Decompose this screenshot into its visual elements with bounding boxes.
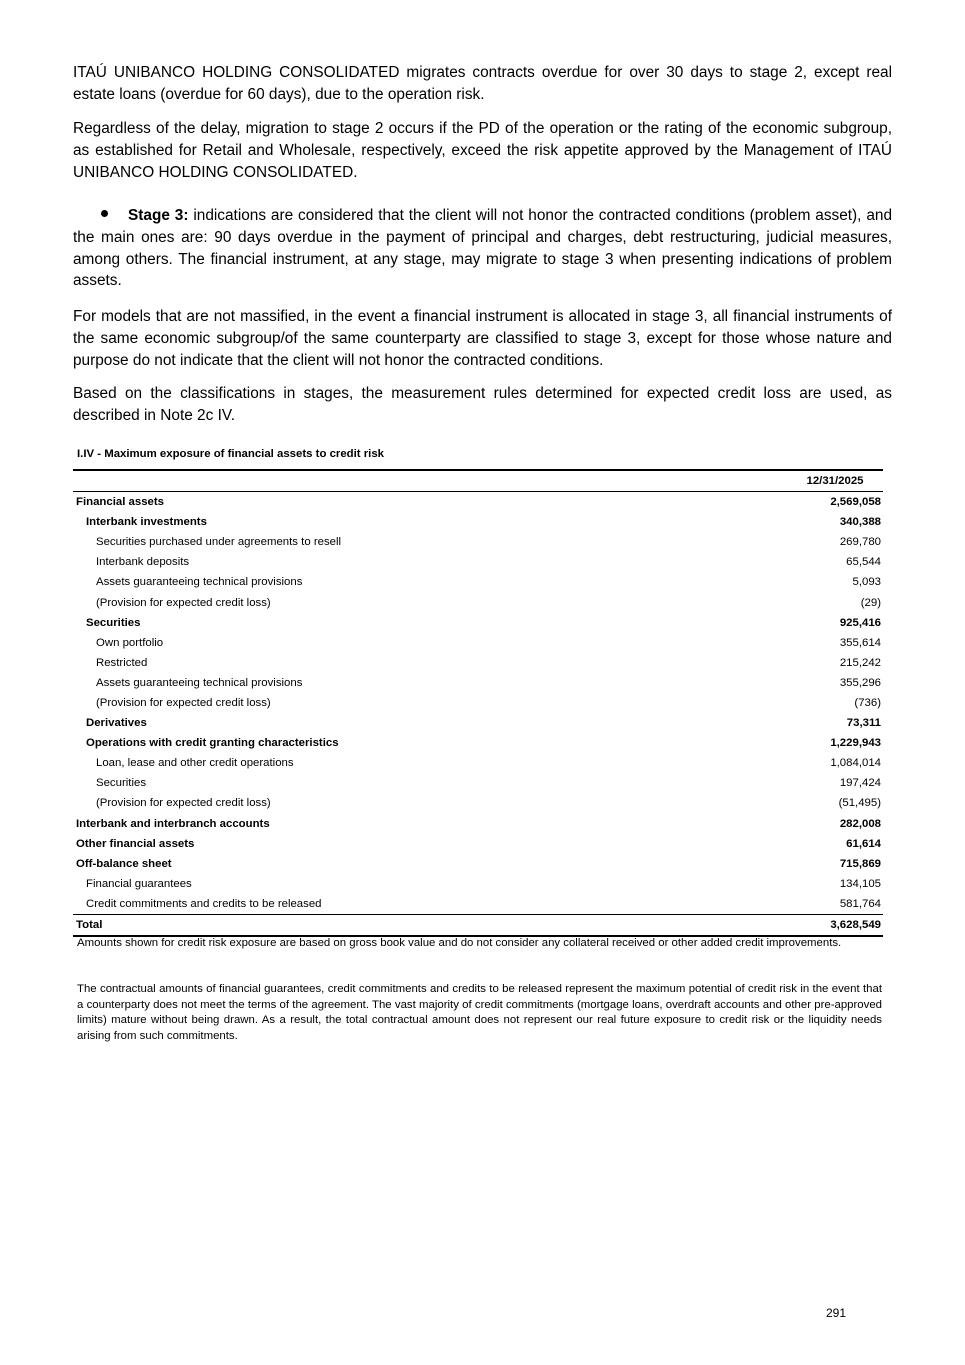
row-value: 1,229,943 [830,737,881,750]
table-row [73,572,883,592]
row-label: Assets guaranteeing technical provisions [96,676,303,689]
paragraph-stage3 [73,205,892,292]
row-label: (Provision for expected credit loss) [96,797,271,810]
bullet-icon [101,210,108,217]
paragraph-stage2-migration: ITAÚ UNIBANCO HOLDING CONSOLIDATED migrates contracts overdue for over 30 days to stage 2, except real estate loans (overdue for 60 days), due to the operation risk. [73,64,892,103]
table-title: I.IV - Maximum exposure of financial assets to credit risk [77,448,385,460]
row-label: (Provision for expected credit loss) [96,696,271,709]
row-label: Own portfolio [96,636,164,649]
row-value: 61,614 [846,837,881,850]
row-value: 2,569,058 [830,496,881,509]
table-body [73,492,883,915]
row-label: Restricted [96,656,148,669]
header-label-cell [73,470,787,492]
row-label: (Provision for expected credit loss) [96,596,271,609]
table-row [73,653,883,673]
row-value: 355,296 [839,676,881,689]
table-row [73,552,883,572]
row-value: 215,242 [839,656,881,669]
row-value: 73,311 [846,717,881,730]
row-label: Operations with credit granting characteristics [86,737,339,750]
table-row [73,592,883,612]
table-row [73,532,883,552]
table-row [73,814,883,834]
row-value: 65,544 [846,556,881,569]
row-value: 282,008 [839,817,881,830]
table-row [73,512,883,532]
column-header-date: 12/31/2025 [787,470,883,492]
row-label: Securities [96,777,147,790]
table-header-row [73,470,883,492]
total-label: Total [73,914,787,936]
paragraph-non-massified-models: For models that are not massified, in the event a financial instrument is allocated in stage 3, all financial instruments of the same economic subgroup/of the same counterparty are classified to stage 3, except for those whose nature and purpose do not indicate that the client will not honor the contracted conditions. [73,308,892,369]
credit-exposure-table [73,469,883,937]
table-row [73,713,883,733]
table-row [73,693,883,713]
table-total-row [73,914,883,936]
row-label: Interbank investments [86,516,207,529]
table-row [73,633,883,653]
stage3-text: indications are considered that the client will not honor the contracted conditions (problem asset), and the main ones are: 90 days overdue in the payment of principal and charges, debt restructuring, judicial measures, among others. The financial instrument, at any stage, may migrate to stage 3 when presenting indications of problem assets. [73,207,892,290]
row-value: 340,388 [839,516,881,529]
row-value: 134,105 [839,877,881,890]
page-number: 291 [826,1306,847,1320]
row-label: Securities [86,616,141,629]
total-value: 3,628,549 [787,914,883,936]
row-label: Interbank deposits [96,556,190,569]
row-value: 197,424 [839,777,881,790]
row-label: Assets guaranteeing technical provisions [96,576,303,589]
row-label: Other financial assets [76,837,195,850]
table-row [73,874,883,894]
row-label: Financial guarantees [86,877,192,890]
stage3-label: Stage 3: [128,207,189,224]
table-row [73,492,883,513]
row-value: 1,084,014 [830,757,881,770]
row-value: (736) [854,696,881,709]
row-value: 269,780 [839,536,881,549]
footnote-gross-book-value: Amounts shown for credit risk exposure are based on gross book value and do not consider any collateral received or other added credit improvements. [77,937,842,949]
paragraph-measurement-rules: Based on the classifications in stages, the measurement rules determined for expected credit loss are used, as described in Note 2c IV. [73,385,892,424]
row-label: Interbank and interbranch accounts [76,817,270,830]
row-label: Financial assets [76,496,165,509]
table-row [73,894,883,915]
row-value: 581,764 [839,897,881,910]
row-label: Loan, lease and other credit operations [96,757,294,770]
row-label: Securities purchased under agreements to resell [96,536,342,549]
row-label: Derivatives [86,717,147,730]
row-value: 355,614 [839,636,881,649]
row-value: (51,495) [838,797,881,810]
table-row [73,793,883,813]
footnote-contractual-amounts: The contractual amounts of financial guarantees, credit commitments and credits to be released represent the maximum potential of credit risk in the event that a counterparty does not meet the terms of the agreement. The vast majority of credit commitments (mortgage loans, overdraft accounts and other pre-approved limits) mature without being drawn. As a result, the total contractual amount does not represent our real future exposure to credit risk or the liquidity needs arising from such commitments. [77,983,882,1042]
row-value: 925,416 [839,616,881,629]
row-label: Off-balance sheet [76,857,172,870]
table-row [73,673,883,693]
table-row [73,854,883,874]
table-row [73,834,883,854]
table-row [73,613,883,633]
table-row [73,733,883,753]
table-row [73,773,883,793]
row-value: (29) [860,596,881,609]
row-value: 715,869 [839,857,881,870]
row-value: 5,093 [852,576,881,589]
table-row [73,753,883,773]
row-label: Credit commitments and credits to be released [86,897,322,910]
paragraph-stage2-risk-appetite: Regardless of the delay, migration to stage 2 occurs if the PD of the operation or the rating of the economic subgroup, as established for Retail and Wholesale, respectively, exceed the risk appetite approved by the Management of ITAÚ UNIBANCO HOLDING CONSOLIDATED. [73,120,892,181]
